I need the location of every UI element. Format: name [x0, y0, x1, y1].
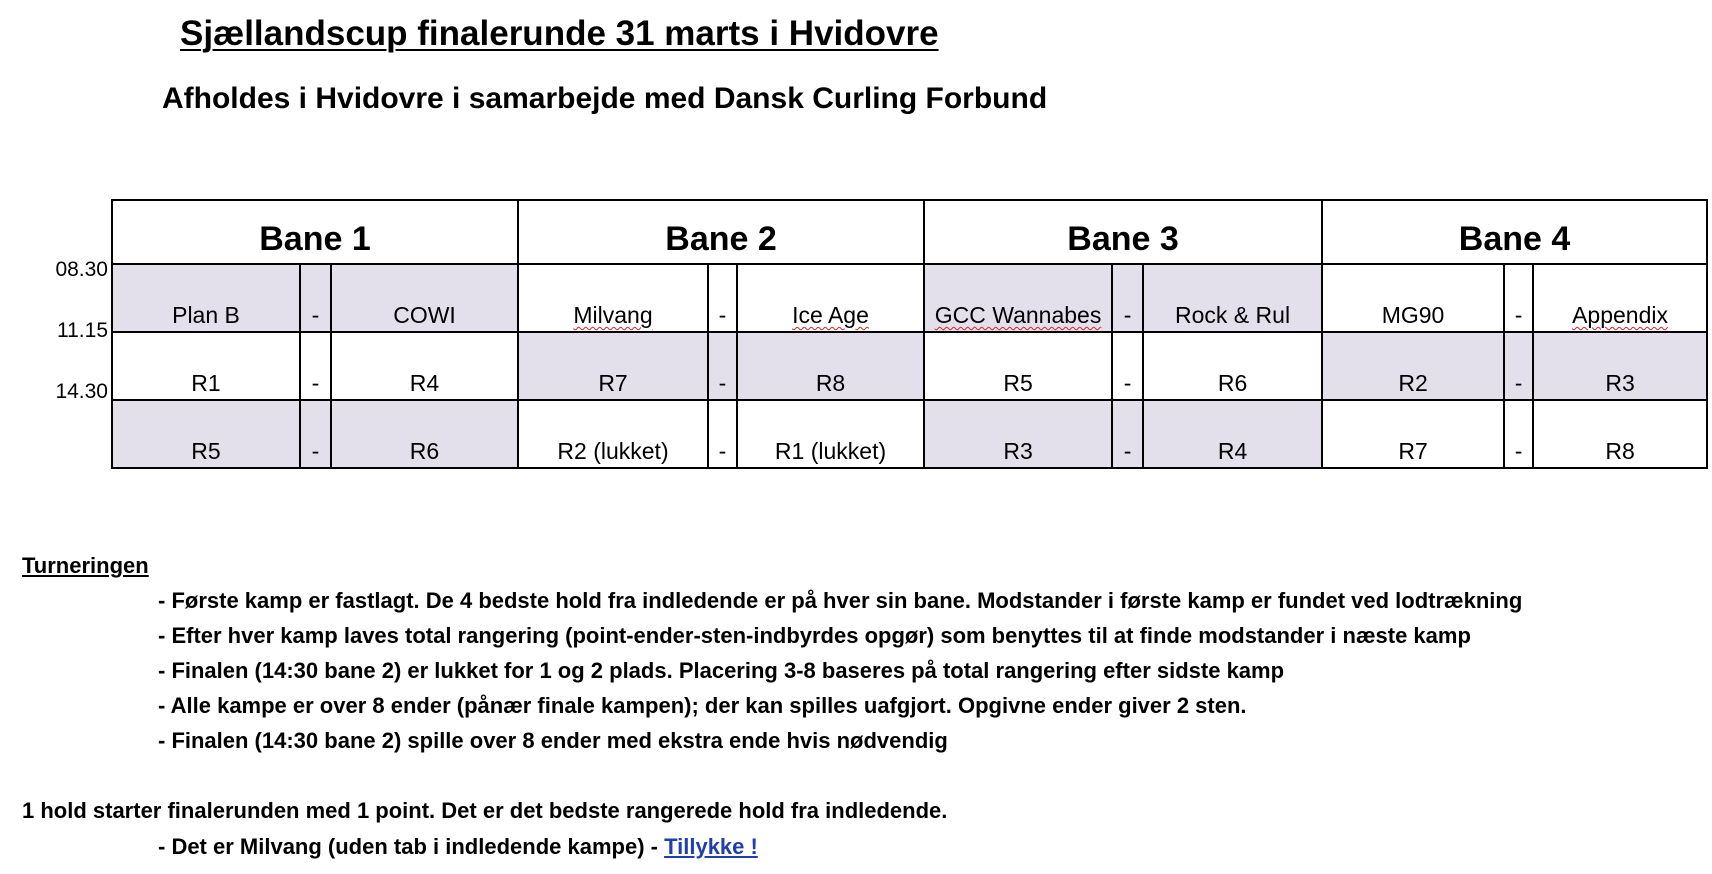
team-cell: R6: [331, 400, 518, 468]
page-title: Sjællandscup finalerunde 31 marts i Hvidovre: [180, 14, 939, 53]
start-point-note: 1 hold starter finalerunden med 1 point. Det er det bedste rangerede hold fra indledende.: [22, 798, 948, 823]
team-cell: R5: [112, 400, 300, 468]
winner-line: [158, 834, 758, 860]
team-cell: R4: [1143, 400, 1322, 468]
separator: -: [708, 400, 737, 468]
schedule-table: [111, 199, 1708, 469]
schedule-row: [112, 264, 1707, 332]
team-name: GCC Wannabes: [934, 302, 1102, 328]
team-cell: [518, 264, 708, 332]
separator: -: [1504, 400, 1533, 468]
team-cell: R3: [924, 400, 1112, 468]
rule-item: - Efter hver kamp laves total rangering (point-ender-sten-indbyrdes opgør) som benyttes til at finde modstander i næste kamp: [158, 623, 1471, 648]
separator: -: [708, 332, 737, 400]
separator: -: [1112, 400, 1143, 468]
team-cell: R7: [1322, 400, 1504, 468]
team-cell: Rock & Rul: [1143, 264, 1322, 332]
time-label: 14.30: [55, 380, 108, 403]
separator: -: [1112, 332, 1143, 400]
separator: -: [1504, 332, 1533, 400]
time-label: 08.30: [55, 258, 108, 281]
team-cell: MG90: [1322, 264, 1504, 332]
team-cell: R4: [331, 332, 518, 400]
team-cell: Plan B: [112, 264, 300, 332]
team-cell: COWI: [331, 264, 518, 332]
separator: -: [300, 264, 331, 332]
congrats-link[interactable]: Tillykke !: [664, 834, 758, 859]
team-cell: [737, 264, 924, 332]
time-label: 11.15: [57, 319, 108, 342]
separator: -: [300, 400, 331, 468]
page-subtitle: Afholdes i Hvidovre i samarbejde med Dansk Curling Forbund: [162, 82, 1048, 115]
separator: -: [708, 264, 737, 332]
rules-list: [158, 586, 1522, 761]
team-cell: R2 (lukket): [518, 400, 708, 468]
lane-header: Bane 1: [112, 200, 518, 264]
winner-text: - Det er Milvang (uden tab i indledende kampe) -: [158, 834, 665, 859]
lane-header: Bane 2: [518, 200, 924, 264]
team-name: Milvang: [573, 302, 653, 328]
team-cell: [924, 264, 1112, 332]
team-cell: R8: [737, 332, 924, 400]
lane-header: Bane 4: [1322, 200, 1707, 264]
separator: -: [300, 332, 331, 400]
team-cell: R5: [924, 332, 1112, 400]
team-cell: R8: [1533, 400, 1707, 468]
lane-header-row: [112, 200, 1707, 264]
team-name: Ice Age: [792, 302, 869, 328]
separator: -: [1112, 264, 1143, 332]
lane-header: Bane 3: [924, 200, 1322, 264]
team-cell: R3: [1533, 332, 1707, 400]
team-cell: R1: [112, 332, 300, 400]
rule-item: - Alle kampe er over 8 ender (pånær finale kampen); der kan spilles uafgjort. Opgivne ender giver 2 sten.: [158, 693, 1247, 718]
team-cell: R7: [518, 332, 708, 400]
team-cell: R6: [1143, 332, 1322, 400]
team-name: Appendix: [1572, 302, 1669, 328]
rule-item: - Finalen (14:30 bane 2) er lukket for 1 og 2 plads. Placering 3-8 baseres på total rangering efter sidste kamp: [158, 658, 1285, 683]
schedule-row: [112, 332, 1707, 400]
rule-item: - Finalen (14:30 bane 2) spille over 8 ender med ekstra ende hvis nødvendig: [158, 728, 948, 753]
team-cell: R2: [1322, 332, 1504, 400]
schedule-row: [112, 400, 1707, 468]
rule-item: - Første kamp er fastlagt. De 4 bedste hold fra indledende er på hver sin bane. Modstander i første kamp er fundet ved lodtrækning: [158, 588, 1523, 613]
tournament-heading: Turneringen: [22, 553, 149, 578]
separator: -: [1504, 264, 1533, 332]
team-cell: R1 (lukket): [737, 400, 924, 468]
team-cell: [1533, 264, 1707, 332]
